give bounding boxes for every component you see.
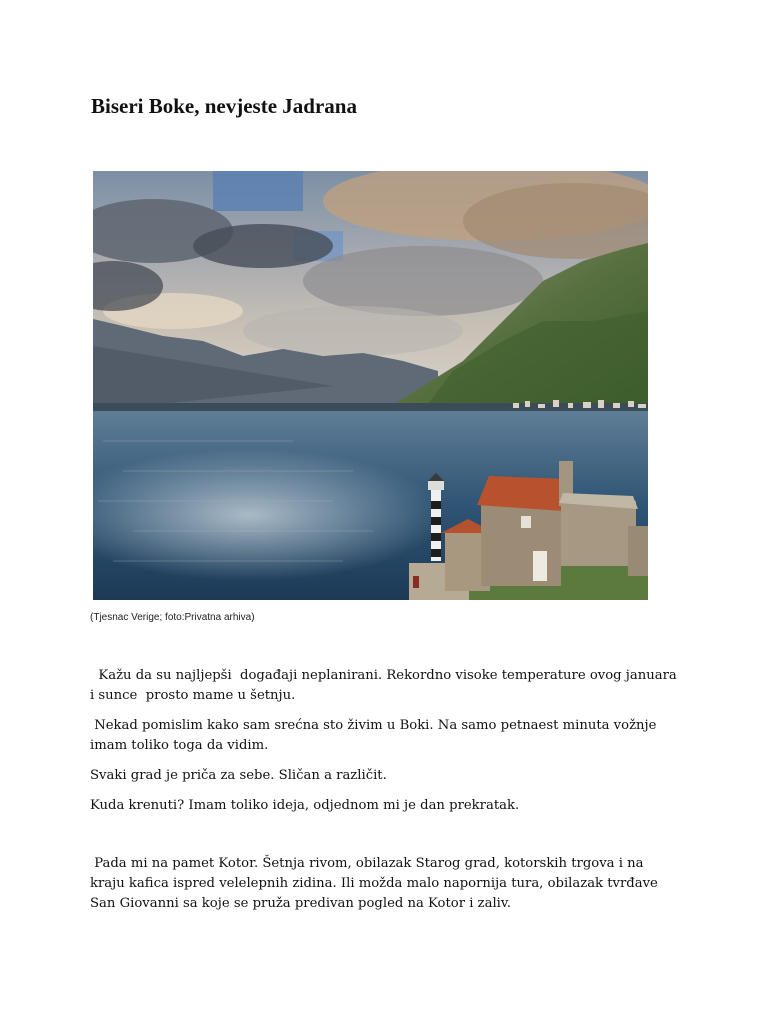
- article-photo: [93, 171, 648, 600]
- photo-caption: (Tjesnac Verige; foto:Privatna arhiva): [90, 612, 255, 623]
- paragraph-5: Pada mi na pamet Kotor. Šetnja rivom, obilazak Starog grad, kotorskih trgova i na kraju kafica ispred velelepnih zidina. Ili možda malo napornija tura, obilazak tvrđave San Giovanni sa koje se pruža predivan pogled na Kotor i zaliv.: [90, 856, 663, 911]
- paragraph-4: Kuda krenuti? Imam toliko ideja, odjednom mi je dan prekratak.: [90, 798, 520, 813]
- article-title: Biseri Boke, nevjeste Jadrana: [91, 94, 357, 118]
- paragraph-2: Nekad pomislim kako sam srećna sto živim u Boki. Na samo petnaest minuta vožnje imam toliko toga da vidim.: [90, 718, 661, 753]
- paragraph-3: Svaki grad je priča za sebe. Sličan a različit.: [90, 768, 387, 783]
- paragraph-1: Kažu da su najljepši događaji neplanirani. Rekordno visoke temperature ovog januara i sunce prosto mame u šetnju.: [90, 668, 681, 703]
